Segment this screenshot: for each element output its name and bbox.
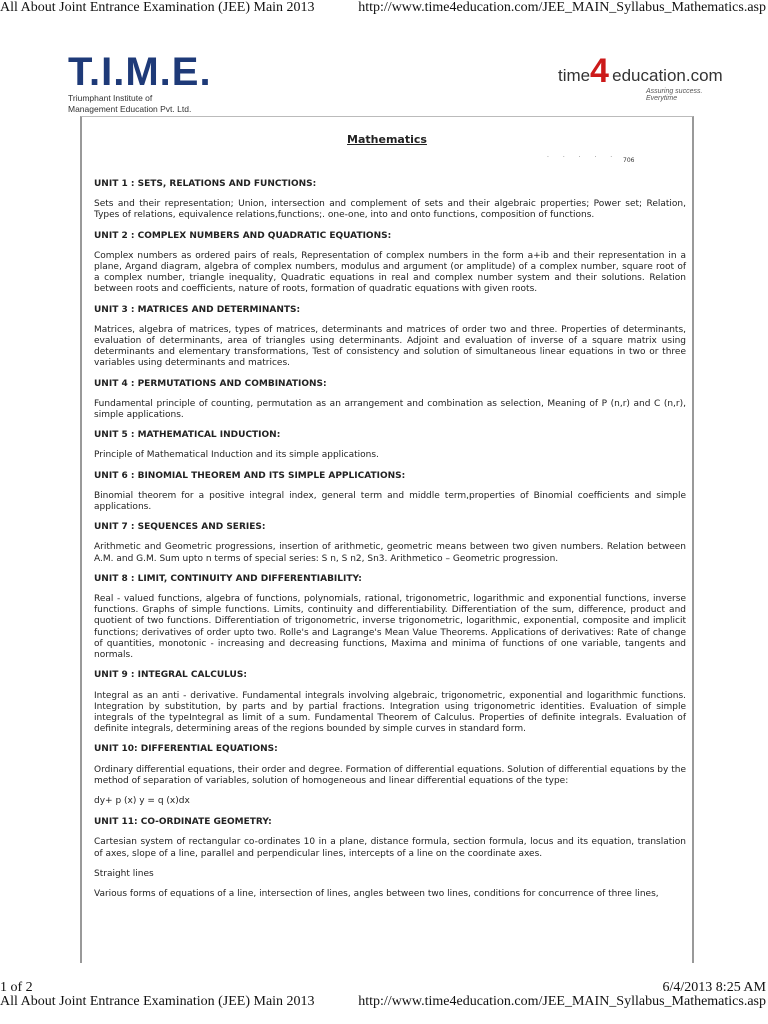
unit-heading: UNIT 2 : COMPLEX NUMBERS AND QUADRATIC EQUATIONS: [94,230,392,241]
unit-body: Cartesian system of rectangular co-ordinates 10 in a plane, distance formula, section formula, locus and its equation, translation of axes, slope of a line, parallel and perpendicular lines, intercepts of a line on the coordinate axes. [94,837,686,859]
time-logo-subtitle-line2: Management Education Pvt. Ltd. [68,104,192,114]
syllabus-content [94,179,686,909]
unit-heading: UNIT 10: DIFFERENTIAL EQUATIONS: [94,744,278,755]
unit-body: Integral as an anti - derivative. Fundamental integrals involving algebraic, trigonometric, exponential and logarithmic functions. Integration by substitution, by parts and by partial fractions. Integration using trigonometric identities. Evaluation of simple integrals of the typeIntegral as limit of a sum. Fundamental Theorem of Calculus. Properties of definite integrals. Evaluation of definite integrals, determining areas of the regions bounded by simple curves in standard form. [94,690,686,735]
browser-print-header-next-page [0,994,768,1012]
unit-heading: UNIT 8 : LIMIT, CONTINUITY AND DIFFERENTIABILITY: [94,573,362,584]
unit-body: Sets and their representation; Union, intersection and complement of sets and their algebraic properties; Power set; Relation, Types of relations, equivalence relations,functions;. one-one, into and onto functions, composition of functions. [94,199,686,221]
unit-body: Matrices, algebra of matrices, types of matrices, determinants and matrices of order two and three. Properties of determinants, evaluation of determinants, area of triangles using determinants. Adjoint and evaluation of inverse of a square matrix using determinants and elementary transformations, Test of consistency and solution of simultaneous linear equations in two or three variables using determinants and matrices. [94,324,686,369]
browser-print-header [0,0,768,18]
document-title: Mathematics [347,133,427,146]
unit-body: Binomial theorem for a positive integral index, general term and middle term,properties of Binomial coefficients and simple applications. [94,490,686,513]
unit-subheading: Straight lines [94,868,154,879]
t4e-logo-left: time [558,66,591,85]
unit-heading: UNIT 4 : PERMUTATIONS AND COMBINATIONS: [94,378,327,389]
time-logo-subtitle-line1: Triumphant Institute of [68,93,153,103]
unit-heading: UNIT 9 : INTEGRAL CALCULUS: [94,670,247,681]
unit-body: Real - valued functions, algebra of functions, polynomials, rational, trigonometric, logarithmic and exponential functions, inverse functions. Graphs of simple functions. Limits, continuity and differentiability. Differentiation of the sum, difference, product and quotient of two functions. Differentiation of trigonometric, inverse trigonometric, logarithmic, exponential, composite and implicit functions; derivatives of order upto two. Rolle's and Lagrange's Mean Value Theorems. Applications of derivatives: Rate of change of quantities, monotonic - increasing and decreasing functions, Maxima and minima of functions of one variable, tangents and normals. [94,594,686,661]
unit-body: Fundamental principle of counting, permutation as an arrangement and combination as selection, Meaning of P (n,r) and C (n,r), simple applications. [94,398,686,421]
time-logo-wordmark: T.I.M.E. [68,50,212,94]
faint-dots: · · · · · [547,154,619,161]
header-url: http://www.time4education.com/JEE_MAIN_Syllabus_Mathematics.asp [358,0,766,15]
unit-body: Arithmetic and Geometric progressions, insertion of arithmetic, geometric means between two given numbers. Relation between A.M. and G.M. Sum upto n terms of special series: S n, S n2, Sn3. Arithmetico – Geometric progression. [94,542,686,564]
footer-datetime: 6/4/2013 8:25 AM [662,980,766,995]
unit-heading: UNIT 7 : SEQUENCES AND SERIES: [94,522,266,533]
time4education-logo [558,52,728,102]
time-logo [68,52,212,114]
header-page-title: All About Joint Entrance Examination (JEE) Main 2013 [0,994,315,1009]
unit-body: Principle of Mathematical Induction and its simple applications. [94,450,379,461]
unit-body: Complex numbers as ordered pairs of reals, Representation of complex numbers in the form a+ib and their representation in a plane, Argand diagram, algebra of complex numbers, modulus and argument (or amplitude) of a complex number, square root of a complex number, triangle inequality, Quadratic equations in real and complex number system and their solutions. Relation between roots and coefficients, nature of roots, formation of quadratic equations with given roots. [94,250,686,295]
unit-heading: UNIT 3 : MATRICES AND DETERMINANTS: [94,304,301,315]
header-page-title: All About Joint Entrance Examination (JEE) Main 2013 [0,0,315,15]
unit-formula: dy+ p (x) y = q (x)dx [94,795,190,806]
unit-heading: UNIT 1 : SETS, RELATIONS AND FUNCTIONS: [94,179,317,189]
footer-page-count: 1 of 2 [0,980,33,995]
unit-heading: UNIT 11: CO-ORDINATE GEOMETRY: [94,817,272,828]
unit-body: Ordinary differential equations, their order and degree. Formation of differential equations. Solution of differential equations by the method of separation of variables, solution of homogeneous and linear differential equations of the type: [94,764,686,786]
unit-heading: UNIT 6 : BINOMIAL THEOREM AND ITS SIMPLE APPLICATIONS: [94,470,406,481]
document-note: 706 [623,157,635,164]
unit-subbody: Various forms of equations of a line, intersection of lines, angles between two lines, conditions for concurrence of three lines, [94,888,659,899]
unit-heading: UNIT 5 : MATHEMATICAL INDUCTION: [94,430,281,441]
t4e-logo-tagline: Assuring success. Everytime [646,88,703,102]
t4e-logo-right: education.com [612,66,723,85]
header-url: http://www.time4education.com/JEE_MAIN_Syllabus_Mathematics.asp [358,994,766,1009]
t4e-logo-four: 4 [590,52,609,90]
